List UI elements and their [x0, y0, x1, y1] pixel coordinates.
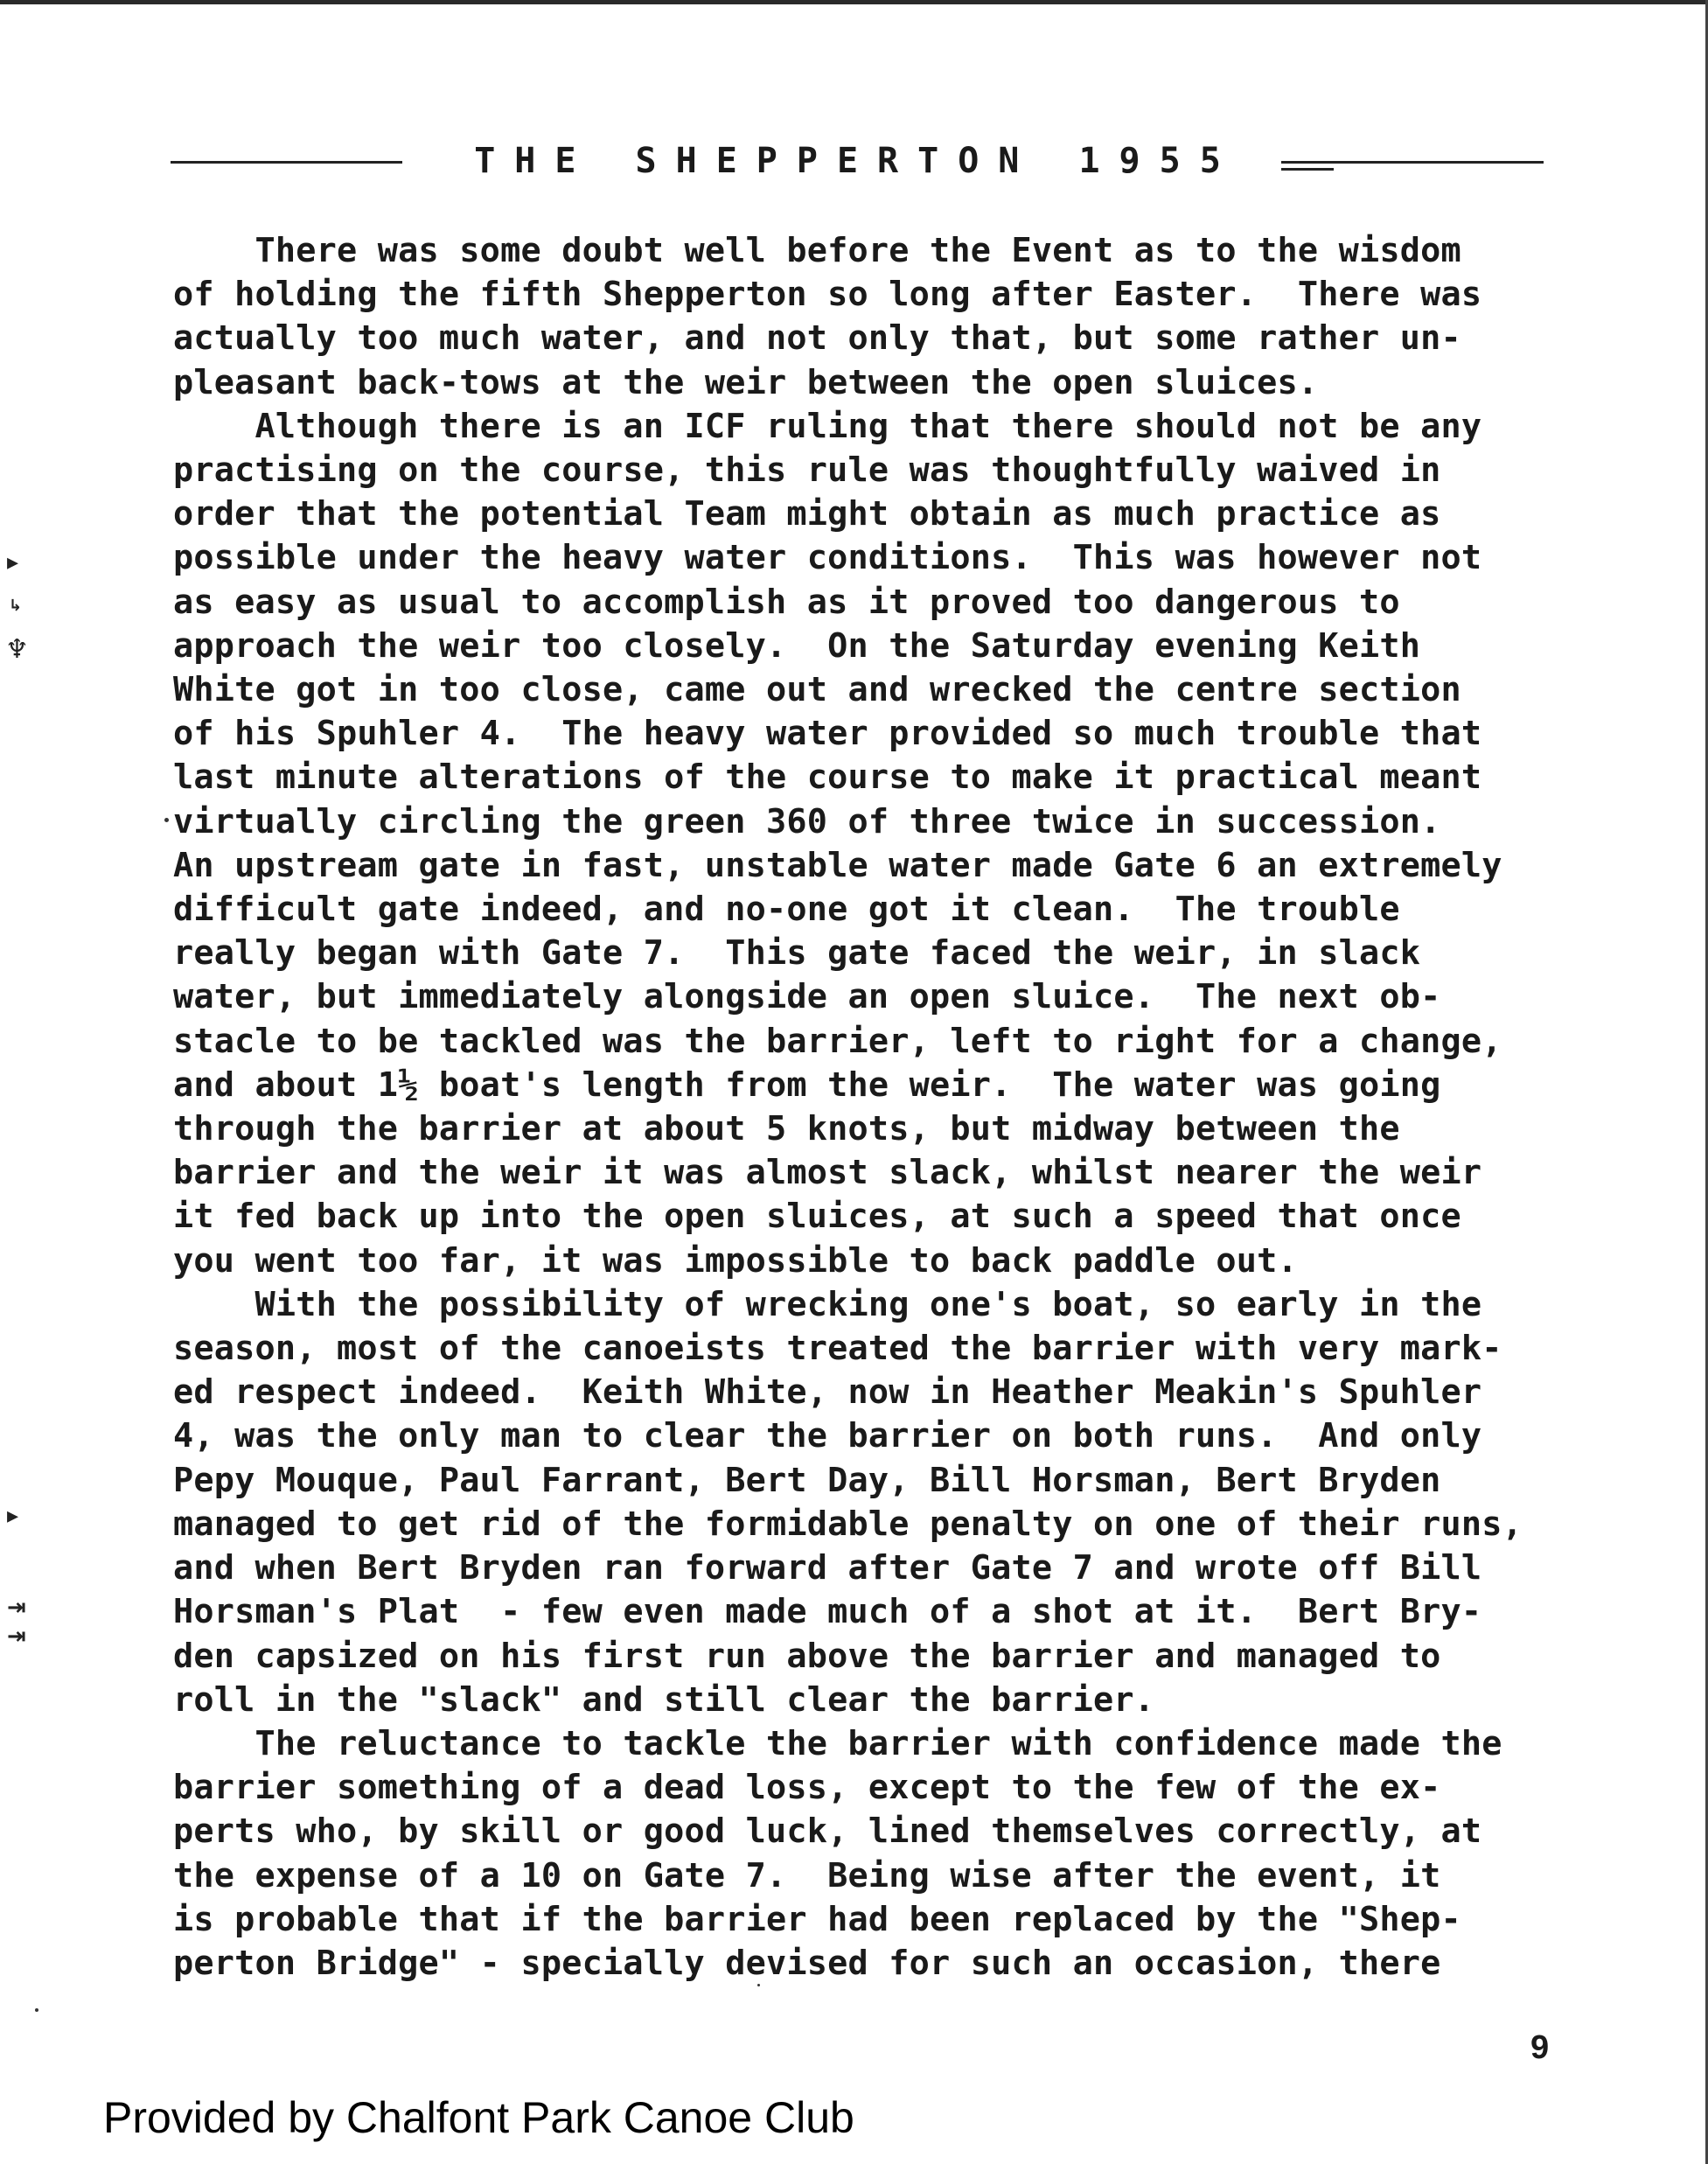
scan-speck — [35, 2008, 38, 2012]
text-line: of his Spuhler 4. The heavy water provided so much trouble that — [173, 714, 1482, 754]
text-line: virtually circling the green 360 of three twice in succession. — [173, 801, 1441, 841]
text-line: pleasant back-tows at the weir between the open sluices. — [173, 362, 1319, 402]
margin-scan-mark: ▸ — [7, 1503, 19, 1529]
margin-scan-mark: ⇥ — [7, 1595, 26, 1621]
text-line: ed respect indeed. Keith White, now in Heather Meakin's Spuhler — [173, 1372, 1482, 1413]
text-line: water, but immediately alongside an open sluice. The next ob- — [173, 977, 1441, 1017]
text-line: managed to get rid of the formidable penalty on one of their runs, — [173, 1504, 1523, 1544]
article-body — [173, 229, 1616, 1986]
text-line: practising on the course, this rule was thoughtfully waived in — [173, 450, 1441, 491]
text-line: Pepy Mouque, Paul Farrant, Bert Day, Bill Horsman, Bert Bryden — [173, 1460, 1441, 1500]
text-line: of holding the fifth Shepperton so long after Easter. There was — [173, 275, 1482, 315]
text-line: White got in too close, came out and wrecked the centre section — [173, 670, 1461, 710]
scan-speck — [164, 818, 169, 822]
text-line: There was some doubt well before the Event as to the wisdom — [173, 231, 1461, 270]
text-line: is probable that if the barrier had been replaced by the "Shep- — [173, 1899, 1461, 1939]
text-line: An upstream gate in fast, unstable water made Gate 6 an extremely — [173, 845, 1502, 885]
text-line: through the barrier at about 5 knots, but midway between the — [173, 1109, 1400, 1149]
text-line: order that the potential Team might obtain as much practice as — [173, 494, 1441, 534]
text-line: den capsized on his first run above the barrier and managed to — [173, 1636, 1441, 1676]
text-line: actually too much water, and not only that, but some rather un- — [173, 318, 1461, 359]
scan-speck — [757, 1984, 760, 1986]
text-line: as easy as usual to accomplish as it proved too dangerous to — [173, 582, 1400, 622]
text-line: Horsman's Plat - few even made much of a shot at it. Bert Bry- — [173, 1592, 1482, 1632]
text-line: you went too far, it was impossible to back paddle out. — [173, 1240, 1298, 1281]
margin-scan-mark: ▸ — [7, 549, 19, 576]
text-line: stacle to be tackled was the barrier, left to right for a change, — [173, 1021, 1502, 1061]
page-top-edge — [0, 0, 1708, 4]
page-title-text: THE SHEPPERTON 1955 — [469, 141, 1245, 181]
text-line: Although there is an ICF ruling that there should not be any — [173, 406, 1482, 446]
text-line: perton Bridge" - specially devised for such an occasion, there — [173, 1943, 1441, 1983]
margin-scan-mark: ↳ — [9, 597, 23, 615]
text-line: possible under the heavy water conditions. This was however not — [173, 538, 1482, 578]
text-line: the expense of a 10 on Gate 7. Being wise after the event, it — [173, 1855, 1441, 1895]
text-line: With the possibility of wrecking one's boat, so early in the — [173, 1284, 1482, 1324]
page-number: 9 — [1530, 2029, 1550, 2066]
footer-credit: Provided by Chalfont Park Canoe Club — [103, 2093, 854, 2142]
text-line: really began with Gate 7. This gate faced the weir, in slack — [173, 933, 1421, 974]
text-line: and about 1½ boat's length from the weir. The water was going — [173, 1065, 1441, 1105]
page-header — [171, 138, 1544, 184]
text-line: last minute alterations of the course to make it practical meant — [173, 757, 1482, 798]
text-line: difficult gate indeed, and no-one got it clean. The trouble — [173, 890, 1400, 930]
text-line: it fed back up into the open sluices, at such a speed that once — [173, 1197, 1461, 1237]
text-line: barrier and the weir it was almost slack, whilst nearer the weir — [173, 1153, 1482, 1193]
margin-scan-mark: ♆ — [5, 634, 29, 665]
text-line: roll in the "slack" and still clear the barrier. — [173, 1679, 1155, 1720]
text-line: 4, was the only man to clear the barrier on both runs. And only — [173, 1416, 1482, 1456]
text-line: and when Bert Bryden ran forward after Gate 7 and wrote off Bill — [173, 1548, 1482, 1588]
text-line: season, most of the canoeists treated the barrier with very mark- — [173, 1329, 1502, 1369]
text-line: approach the weir too closely. On the Saturday evening Keith — [173, 625, 1421, 666]
text-line: perts who, by skill or good luck, lined themselves correctly, at — [173, 1811, 1482, 1852]
text-line: barrier something of a dead loss, except to the few of the ex- — [173, 1768, 1441, 1808]
page-title — [171, 138, 1544, 184]
text-line: The reluctance to tackle the barrier with confidence made the — [173, 1723, 1502, 1763]
margin-scan-mark: ⇥ — [7, 1623, 26, 1650]
